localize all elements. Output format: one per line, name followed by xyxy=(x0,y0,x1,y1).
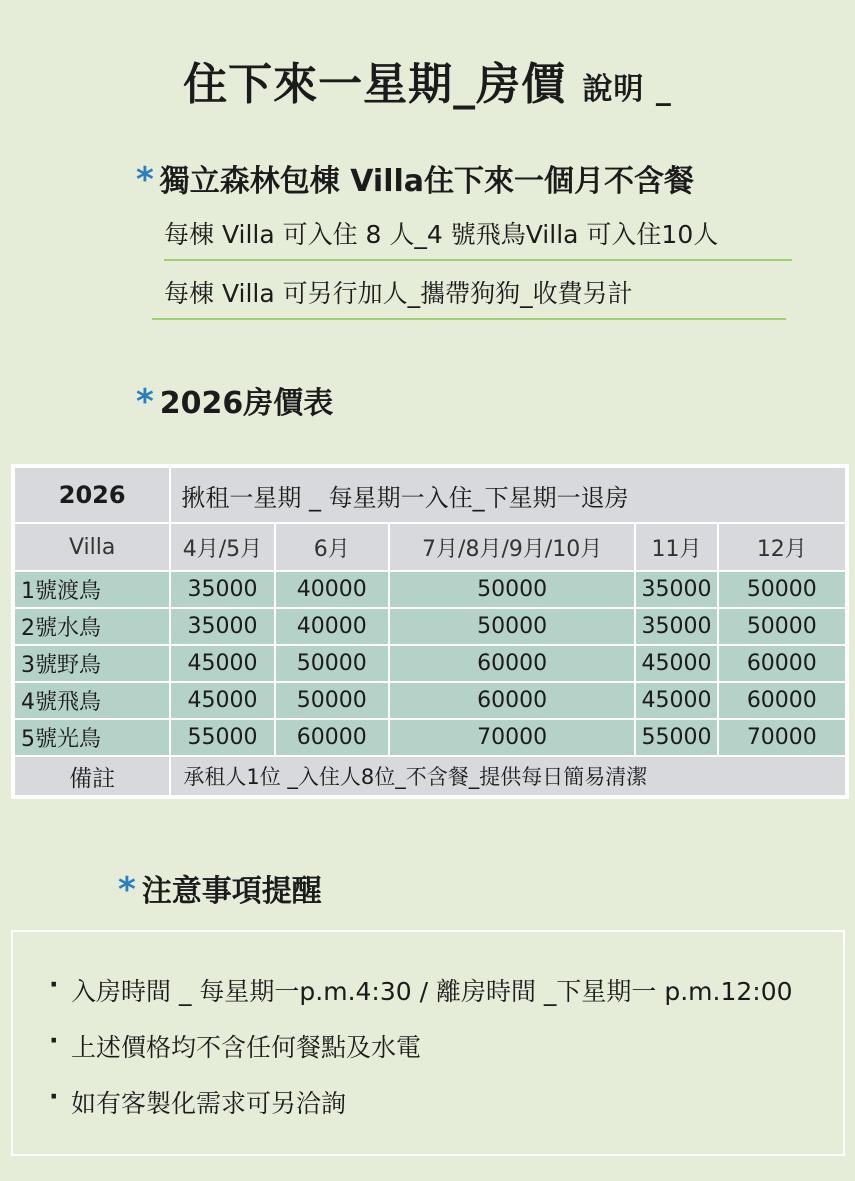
notice-item: · 如有客製化需求可另洽詢 xyxy=(49,1084,843,1120)
column-header: 4月/5月 xyxy=(170,523,274,571)
price-cell: 40000 xyxy=(275,608,389,645)
price-cell: 35000 xyxy=(170,608,274,645)
table-note-row xyxy=(14,756,846,796)
notice-box xyxy=(11,930,845,1156)
price-cell: 50000 xyxy=(718,608,846,645)
price-cell: 70000 xyxy=(718,719,846,756)
villa-name: 5號光鳥 xyxy=(14,719,170,756)
column-header: 12月 xyxy=(718,523,846,571)
price-cell: 50000 xyxy=(275,645,389,682)
price-cell: 35000 xyxy=(635,571,717,608)
table-row xyxy=(14,645,846,682)
asterisk-icon: * xyxy=(136,160,154,200)
price-cell: 60000 xyxy=(389,682,636,719)
price-cell: 35000 xyxy=(170,571,274,608)
section-price-title: 2026房價表 xyxy=(159,386,334,421)
table-row xyxy=(14,682,846,719)
section-villa-heading xyxy=(136,156,694,200)
villa-name: 1號渡鳥 xyxy=(14,571,170,608)
asterisk-icon: * xyxy=(118,870,136,910)
notice-item: · 上述價格均不含任何餐點及水電 xyxy=(49,1028,843,1064)
price-cell: 50000 xyxy=(389,571,636,608)
page-title xyxy=(0,48,855,112)
price-cell: 50000 xyxy=(389,608,636,645)
price-cell: 40000 xyxy=(275,571,389,608)
price-table xyxy=(11,464,849,799)
villa-name: 3號野鳥 xyxy=(14,645,170,682)
table-row xyxy=(14,608,846,645)
notice-item: · 入房時間 _ 每星期一p.m.4:30 / 離房時間 _下星期一 p.m.12:00 xyxy=(49,972,843,1008)
price-cell: 60000 xyxy=(718,682,846,719)
table-columns-row xyxy=(14,523,846,571)
price-cell: 35000 xyxy=(635,608,717,645)
price-cell: 60000 xyxy=(275,719,389,756)
column-header: 7月/8月/9月/10月 xyxy=(389,523,636,571)
asterisk-icon: * xyxy=(136,382,154,422)
table-row xyxy=(14,719,846,756)
villa-name: 4號飛鳥 xyxy=(14,682,170,719)
price-cell: 55000 xyxy=(635,719,717,756)
price-cell: 50000 xyxy=(718,571,846,608)
column-header: 11月 xyxy=(635,523,717,571)
column-header: Villa xyxy=(14,523,170,571)
table-description: 揪租一星期 _ 每星期一入住_下星期一退房 xyxy=(170,467,846,523)
villa-capacity-line: 每棟 Villa 可入住 8 人_4 號飛鳥Villa 可入住10人 xyxy=(164,215,792,261)
table-year: 2026 xyxy=(14,467,170,523)
price-cell: 60000 xyxy=(718,645,846,682)
column-header: 6月 xyxy=(275,523,389,571)
section-notice-heading xyxy=(118,866,322,910)
price-cell: 50000 xyxy=(275,682,389,719)
table-row xyxy=(14,571,846,608)
section-notice-title: 注意事項提醒 xyxy=(141,874,322,909)
price-cell: 70000 xyxy=(389,719,636,756)
page-title-suffix: 說明 _ xyxy=(582,72,672,107)
villa-extra-line: 每棟 Villa 可另行加人_攜帶狗狗_收費另計 xyxy=(152,274,786,320)
table-header-row xyxy=(14,467,846,523)
note-label: 備註 xyxy=(14,756,170,796)
price-cell: 60000 xyxy=(389,645,636,682)
price-cell: 45000 xyxy=(170,645,274,682)
section-price-heading xyxy=(136,378,333,422)
price-cell: 45000 xyxy=(170,682,274,719)
villa-name: 2號水鳥 xyxy=(14,608,170,645)
price-cell: 55000 xyxy=(170,719,274,756)
section-villa-title: 獨立森林包棟 Villa住下來一個月不含餐 xyxy=(159,164,695,199)
price-cell: 45000 xyxy=(635,682,717,719)
price-cell: 45000 xyxy=(635,645,717,682)
note-text: 承租人1位 _入住人8位_不含餐_提供每日簡易清潔 xyxy=(170,756,846,796)
page-title-main: 住下來一星期_房價 xyxy=(183,59,567,110)
